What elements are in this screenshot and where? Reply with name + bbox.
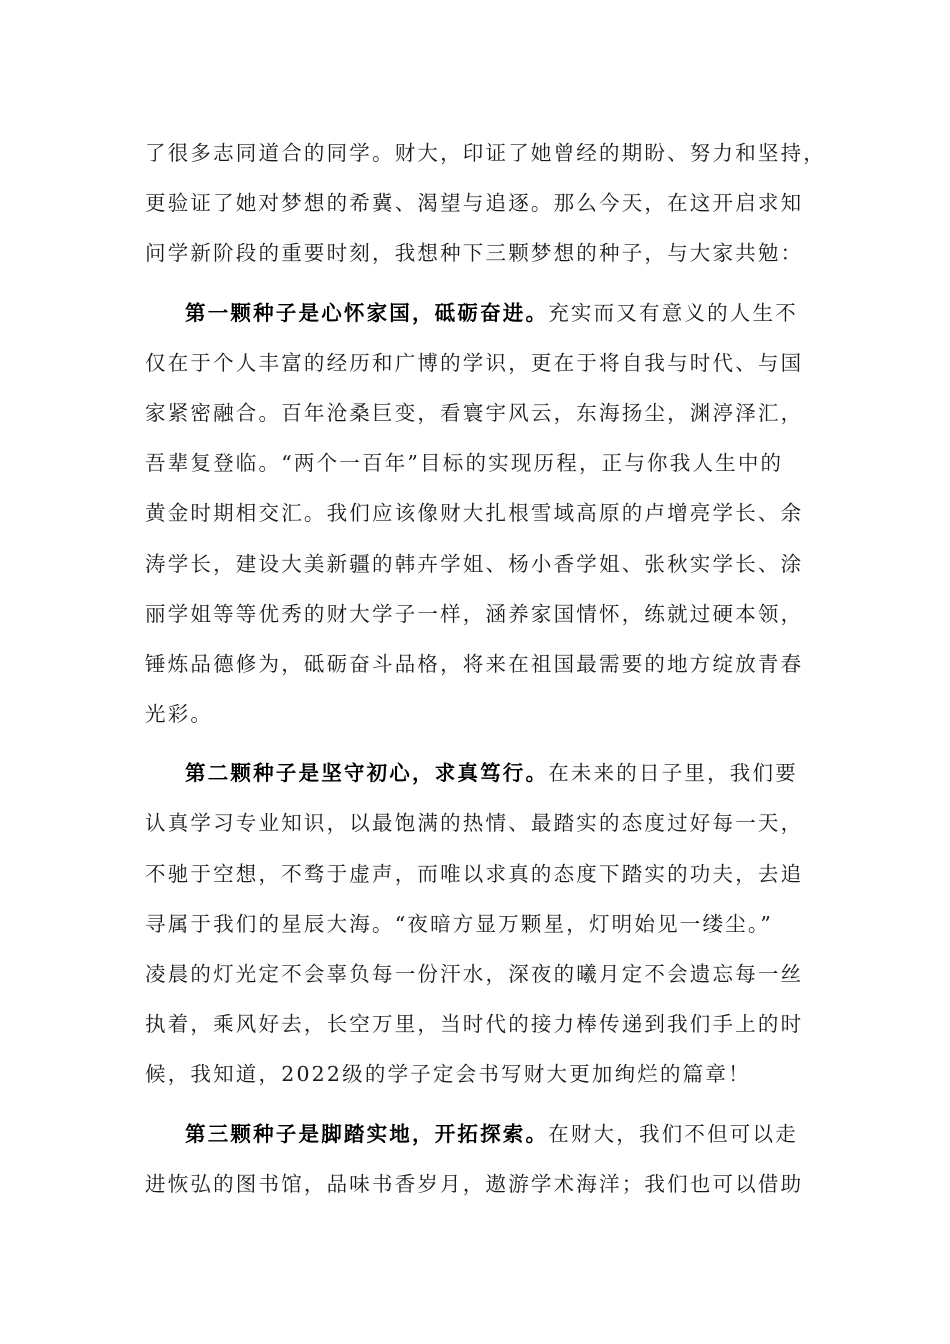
text-line: 丽学姐等等优秀的财大学子一样，涵养家国情怀，练就过硬本领， — [145, 601, 804, 626]
text-line — [145, 748, 815, 798]
text-line: 家紧密融合。百年沧桑巨变，看寰宇风云，东海扬尘，渊渟泽汇， — [145, 400, 804, 425]
text-line: 凌晨的灯光定不会辜负每一份汗水，深夜的曦月定不会遗忘每一丝 — [145, 962, 804, 986]
document-body — [145, 128, 826, 1209]
text-line: 寻属于我们的星辰大海。“夜暗方显万颗星，灯明始见一缕尘。” — [145, 911, 774, 936]
paragraph-first-line-text: 充实而又有意义的人生不 — [548, 300, 798, 325]
text-line: 问学新阶段的重要时刻，我想种下三颗梦想的种子，与大家共勉： — [145, 241, 804, 266]
paragraph-spacer — [145, 1100, 815, 1109]
paragraph-lead-heading: 第一颗种子是心怀家国，砥砺奋进。 — [185, 300, 549, 325]
paragraph-lead-heading: 第二颗种子是坚守初心，求真笃行。 — [185, 761, 549, 786]
text-line: 进恢弘的图书馆，品味书香岁月，遨游学术海洋；我们也可以借助 — [145, 1171, 804, 1196]
text-line: 光彩。 — [145, 702, 214, 727]
text-line: 黄金时期相交汇。我们应该像财大扎根雪域高原的卢增亮学长、余 — [145, 501, 804, 526]
text-line: 不驰于空想，不骛于虚声，而唯以求真的态度下踏实的功夫，去追 — [145, 861, 804, 886]
text-line: 更验证了她对梦想的希冀、渴望与追逐。那么今天，在这开启求知 — [145, 191, 804, 216]
paragraph-first-line-text: 在未来的日子里，我们要 — [548, 761, 798, 786]
text-line: 认真学习专业知识，以最饱满的热情、最踏实的态度过好每一天， — [145, 811, 804, 836]
paragraph-first-line-text: 在财大，我们不但可以走 — [548, 1121, 798, 1146]
paragraph-spacer — [145, 739, 815, 748]
text-line — [145, 288, 815, 338]
text-line — [145, 1109, 815, 1159]
paragraph-lead-heading: 第三颗种子是脚踏实地，开拓探索。 — [185, 1121, 549, 1146]
text-line: 涛学长，建设大美新疆的韩卉学姐、杨小香学姐、张秋实学长、涂 — [145, 551, 804, 576]
text-line: 仅在于个人丰富的经历和广博的学识，更在于将自我与时代、与国 — [145, 350, 804, 375]
text-line: 锤炼品德修为，砥砺奋斗品格，将来在祖国最需要的地方绽放青春 — [145, 651, 804, 676]
paragraph-spacer — [145, 279, 815, 288]
paragraph-seed-three — [145, 1109, 815, 1209]
paragraph-seed-two — [145, 748, 815, 1099]
paragraph-seed-one — [145, 288, 815, 740]
text-line: 吾辈复登临。“两个一百年”目标的实现历程，正与你我人生中的 — [145, 451, 784, 476]
text-line: 了很多志同道合的同学。财大，印证了她曾经的期盼、努力和坚持， — [145, 141, 826, 165]
text-line: 执着，乘风好去，长空万里，当时代的接力棒传递到我们手上的时 — [145, 1012, 804, 1037]
paragraph-continuation — [145, 128, 826, 279]
text-line: 候，我知道，2022级的学子定会书写财大更加绚烂的篇章！ — [145, 1062, 751, 1087]
